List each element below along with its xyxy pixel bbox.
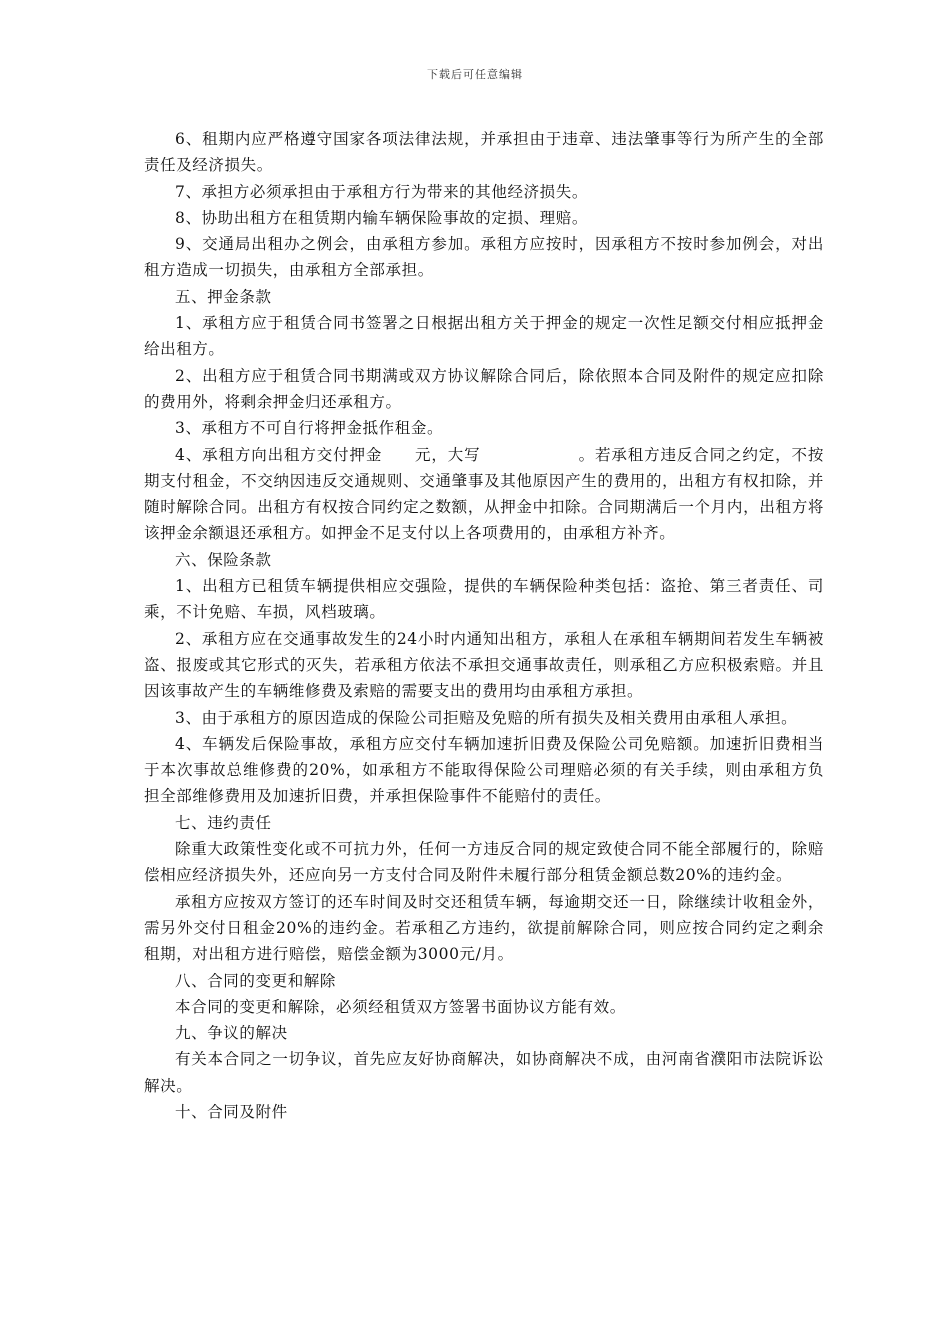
paragraph-deposit-3: 3、承租方不可自行将押金抵作租金。	[175, 419, 444, 438]
paragraph-insurance-4: 4、车辆发后保险事故，承租方应交付车辆加速折旧费及保险公司免赔额。加速折旧费相当于本次事故总维修费的20%，如承租方不能取得保险公司理赔必须的有关手续，则由承租方负担全部维修费用及加速折旧费，并承担保险事件不能赔付的责任。	[144, 734, 824, 806]
section-heading-attachments: 十、合同及附件	[175, 1102, 288, 1121]
page-header-note: 下载后可任意编辑	[427, 68, 523, 81]
paragraph-insurance-2: 2、承租方应在交通事故发生的24小时内通知出租方，承租人在承租车辆期间若发生车辆被盗、报废或其它形式的灭失，若承租方依法不承担交通事故责任，则承租乙方应积极索赔。并且因该事故产生的车辆维修费及索赔的需要支出的费用均由承租方承担。	[144, 629, 824, 701]
section-heading-breach: 七、违约责任	[175, 813, 272, 832]
paragraph-insurance-1: 1、出租方已租赁车辆提供相应交强险，提供的车辆保险种类包括：盗抢、第三者责任、司乘，不计免赔、车损，风档玻璃。	[144, 577, 824, 622]
paragraph-deposit-2: 2、出租方应于租赁合同书期满或双方协议解除合同后，除依照本合同及附件的规定应扣除的费用外，将剩余押金归还承租方。	[144, 366, 824, 411]
paragraph-breach-1: 除重大政策性变化或不可抗力外，任何一方违反合同的规定致使合同不能全部履行的，除赔偿相应经济损失外，还应向另一方支付合同及附件未履行部分租赁金额总数20%的违约金。	[144, 840, 824, 885]
section-heading-dispute: 九、争议的解决	[175, 1024, 288, 1043]
paragraph-clause-7: 7、承担方必须承担由于承租方行为带来的其他经济损失。	[175, 182, 588, 201]
section-heading-amendment: 八、合同的变更和解除	[175, 971, 337, 990]
document-body	[144, 126, 824, 1125]
section-heading-insurance: 六、保险条款	[175, 550, 272, 569]
paragraph-breach-2: 承租方应按双方签订的还车时间及时交还租赁车辆，每逾期交还一日，除继续计收租金外，需另外交付日租金20%的违约金。若承租乙方违约，欲提前解除合同，则应按合同约定之剩余租期，对出租方进行赔偿，赔偿金额为3000元/月。	[144, 892, 824, 964]
paragraph-insurance-3: 3、由于承租方的原因造成的保险公司拒赔及免赔的所有损失及相关费用由承租人承担。	[175, 708, 798, 727]
paragraph-deposit-4: 4、承租方向出租方交付押金 元，大写 。若承租方违反合同之约定，不按期支付租金，不交纳因违反交通规则、交通肇事及其他原因产生的费用的，出租方有权扣除，并随时解除合同。出租方有权按合同约定之数额，从押金中扣除。合同期满后一个月内，出租方将该押金余额退还承租方。如押金不足支付以上各项费用的，由承租方补齐。	[144, 445, 824, 543]
section-heading-deposit: 五、押金条款	[175, 287, 272, 306]
paragraph-dispute: 有关本合同之一切争议，首先应友好协商解决，如协商解决不成，由河南省濮阳市法院诉讼解决。	[144, 1050, 824, 1095]
paragraph-clause-8: 8、协助出租方在租赁期内输车辆保险事故的定损、理赔。	[175, 208, 588, 227]
paragraph-clause-6: 6、租期内应严格遵守国家各项法律法规，并承担由于违章、违法肇事等行为所产生的全部责任及经济损失。	[144, 130, 824, 175]
paragraph-deposit-1: 1、承租方应于租赁合同书签署之日根据出租方关于押金的规定一次性足额交付相应抵押金给出租方。	[144, 314, 824, 359]
paragraph-clause-9: 9、交通局出租办之例会，由承租方参加。承租方应按时，因承租方不按时参加例会，对出租方造成一切损失，由承租方全部承担。	[144, 235, 824, 280]
paragraph-amendment: 本合同的变更和解除，必须经租赁双方签署书面协议方能有效。	[175, 997, 626, 1016]
